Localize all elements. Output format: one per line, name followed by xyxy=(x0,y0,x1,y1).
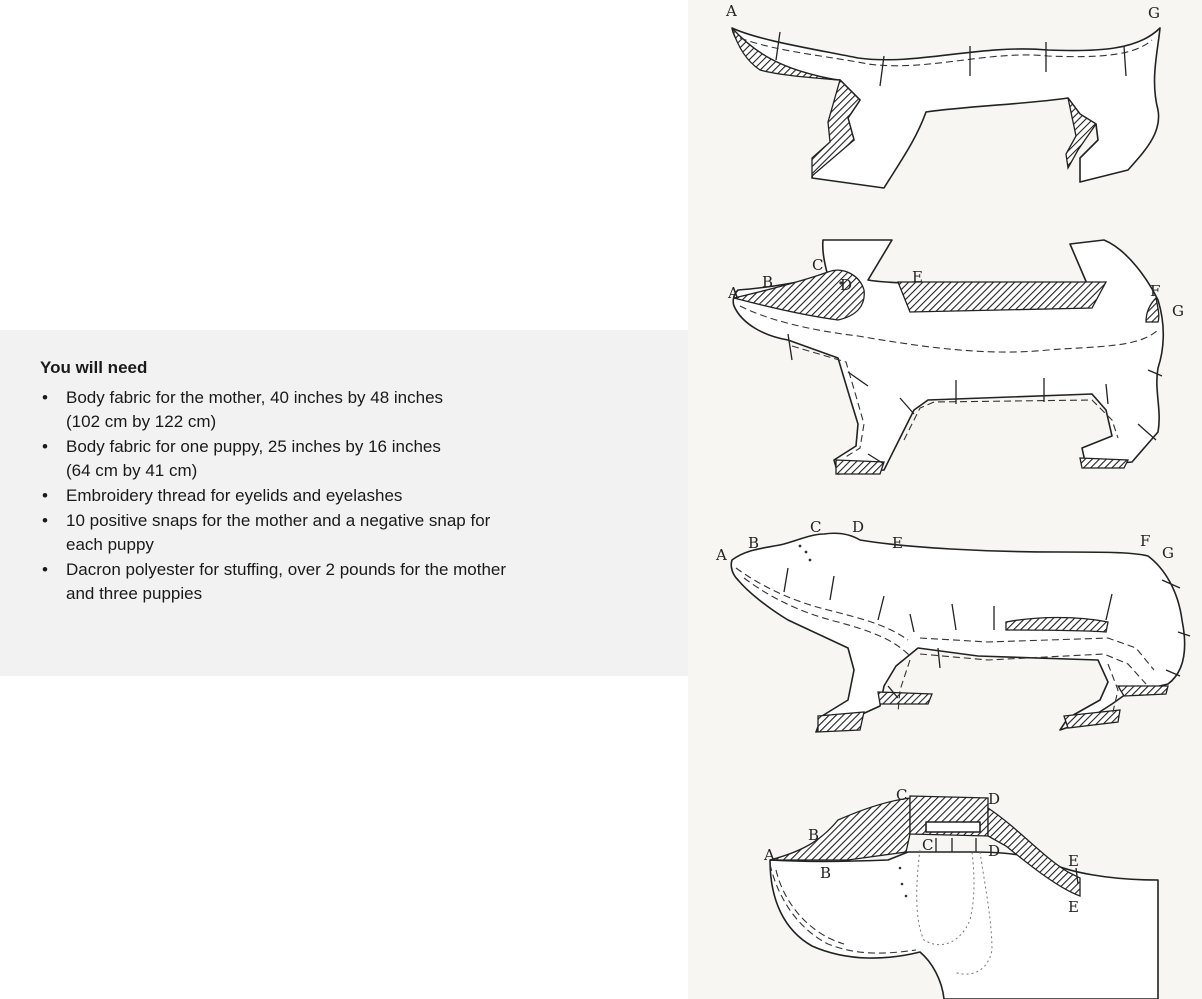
bullet-icon: • xyxy=(42,388,48,407)
rear-paw-hatch xyxy=(1064,710,1120,728)
label-b-bottom: B xyxy=(820,864,832,882)
label-c-top: C xyxy=(896,786,908,804)
label-a: A xyxy=(716,546,727,564)
item-text-continued: and three puppies xyxy=(66,584,203,603)
list-item xyxy=(40,558,640,606)
materials-panel xyxy=(0,330,688,676)
seam-line xyxy=(904,400,1118,440)
belly-hatch xyxy=(1006,618,1108,633)
item-text-continued: each puppy xyxy=(66,535,154,554)
stitch-dot xyxy=(809,559,812,562)
label-b-top: B xyxy=(808,826,820,844)
label-c: C xyxy=(810,518,822,536)
label-b: B xyxy=(762,273,774,291)
label-g: G xyxy=(1162,544,1174,562)
label-f: F xyxy=(1150,282,1161,300)
item-text: Embroidery thread for eyelids and eyelashes xyxy=(66,486,403,505)
diagram-step-1 xyxy=(725,2,1160,188)
list-item xyxy=(40,386,640,434)
label-g: G xyxy=(1148,4,1160,22)
label-e: E xyxy=(912,268,923,286)
rear-paw-hatch-2 xyxy=(1118,686,1168,696)
label-a: A xyxy=(728,284,739,302)
dog-body-piece-3 xyxy=(731,533,1184,732)
label-a: A xyxy=(726,2,737,20)
label-d-bottom: D xyxy=(988,842,1001,860)
label-e: E xyxy=(892,534,903,552)
label-b: B xyxy=(748,534,760,552)
materials-title: You will need xyxy=(40,358,148,377)
bullet-icon: • xyxy=(42,511,48,530)
dog-body-piece-2 xyxy=(733,240,1163,474)
list-item xyxy=(40,484,640,508)
bullet-icon: • xyxy=(42,560,48,579)
bullet-icon: • xyxy=(42,437,48,456)
sewing-illustrations-panel xyxy=(688,0,1202,999)
stitch-dot xyxy=(805,551,808,554)
item-text: Dacron polyester for stuffing, over 2 pounds for the mother xyxy=(66,560,507,579)
diagram-step-2 xyxy=(727,240,1184,474)
diagram-step-4 xyxy=(763,786,1158,999)
label-d: D xyxy=(852,518,865,536)
head-top-hatch xyxy=(770,798,910,860)
item-text: Body fabric for the mother, 40 inches by 48 inches xyxy=(66,388,444,407)
label-g: G xyxy=(1172,302,1184,320)
bullet-icon: • xyxy=(42,486,48,505)
label-c: C xyxy=(812,256,824,274)
stitch-dot xyxy=(799,545,802,548)
item-text-continued: (64 cm by 41 cm) xyxy=(66,461,198,480)
stitch-dot xyxy=(901,883,904,886)
list-item xyxy=(40,509,640,557)
diagram-step-3 xyxy=(715,518,1190,732)
label-d: D xyxy=(840,276,853,294)
front-paw-hatch-2 xyxy=(878,692,932,704)
sewing-diagrams xyxy=(688,0,1202,999)
front-paw-hatch xyxy=(836,460,884,474)
rear-paw-hatch xyxy=(1080,458,1128,468)
label-e-top: E xyxy=(1068,852,1079,870)
materials-list xyxy=(40,386,640,607)
label-d-top: D xyxy=(988,790,1001,808)
stitch-dot xyxy=(899,867,902,870)
item-text: Body fabric for one puppy, 25 inches by 16 inches xyxy=(66,437,441,456)
belly-hatch xyxy=(898,282,1106,312)
front-paw-hatch xyxy=(818,712,864,732)
stitch-dot xyxy=(905,895,908,898)
label-a: A xyxy=(764,846,775,864)
label-c-bottom: C xyxy=(922,836,934,854)
label-f: F xyxy=(1140,532,1151,550)
item-text-continued: (102 cm by 122 cm) xyxy=(66,412,217,431)
ear-flap-inner xyxy=(926,822,980,832)
item-text: 10 positive snaps for the mother and a negative snap for xyxy=(66,511,491,530)
label-e-bottom: E xyxy=(1068,898,1079,916)
list-item xyxy=(40,435,640,483)
